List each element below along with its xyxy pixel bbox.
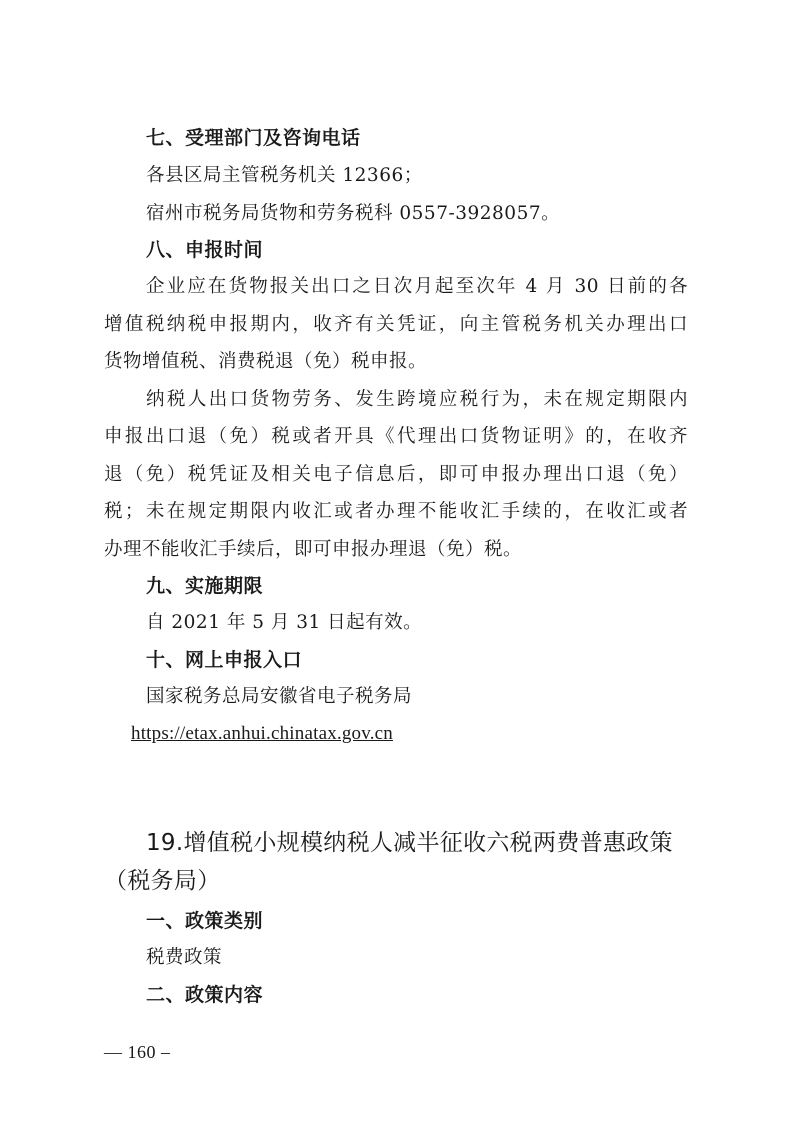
section-heading-contact: 七、受理部门及咨询电话 — [146, 127, 361, 149]
section-heading-policy-content: 二、政策内容 — [146, 984, 264, 1006]
section-heading-filing-time: 八、申报时间 — [146, 239, 264, 261]
paragraph-line: 增值税纳税申报期内，收齐有关凭证，向主管税务机关办理出口 — [104, 314, 688, 335]
portal-link[interactable]: https://etax.anhui.chinatax.gov.cn — [131, 723, 394, 744]
section-heading-online-portal: 十、网上申报入口 — [146, 649, 303, 671]
paragraph-line: 退（免）税凭证及相关电子信息后，即可申报办理出口退（免） — [104, 464, 688, 485]
paragraph-line: 税；未在规定期限内收汇或者办理不能收汇手续的，在收汇或者 — [104, 501, 688, 522]
effective-date-line: 自 2021 年 5 月 31 日起有效。 — [146, 612, 423, 633]
policy-title: 19.增值税小规模纳税人减半征收六税两费普惠政策 — [146, 830, 673, 856]
paragraph-line: 纳税人出口货物劳务、发生跨境应税行为，未在规定期限内 — [146, 389, 688, 410]
page-number: — 160 – — [104, 1042, 171, 1062]
section-heading-effective-period: 九、实施期限 — [146, 575, 264, 597]
contact-line: 宿州市税务局货物和劳务税科 0557-3928057。 — [146, 203, 561, 224]
paragraph-line: 办理不能收汇手续后，即可申报办理退（免）税。 — [104, 539, 523, 560]
contact-line: 各县区局主管税务机关 12366； — [146, 165, 423, 186]
paragraph-line: 申报出口退（免）税或者开具《代理出口货物证明》的，在收齐 — [104, 426, 688, 447]
section-heading-policy-category: 一、政策类别 — [146, 910, 264, 932]
policy-title-continuation: （税务局） — [104, 868, 221, 894]
paragraph-line: 企业应在货物报关出口之日次月起至次年 4 月 30 日前的各 — [146, 276, 688, 297]
paragraph-line: 货物增值税、消费税退（免）税申报。 — [104, 351, 428, 372]
policy-category-value: 税费政策 — [146, 947, 223, 968]
portal-name-line: 国家税务总局安徽省电子税务局 — [146, 686, 413, 707]
